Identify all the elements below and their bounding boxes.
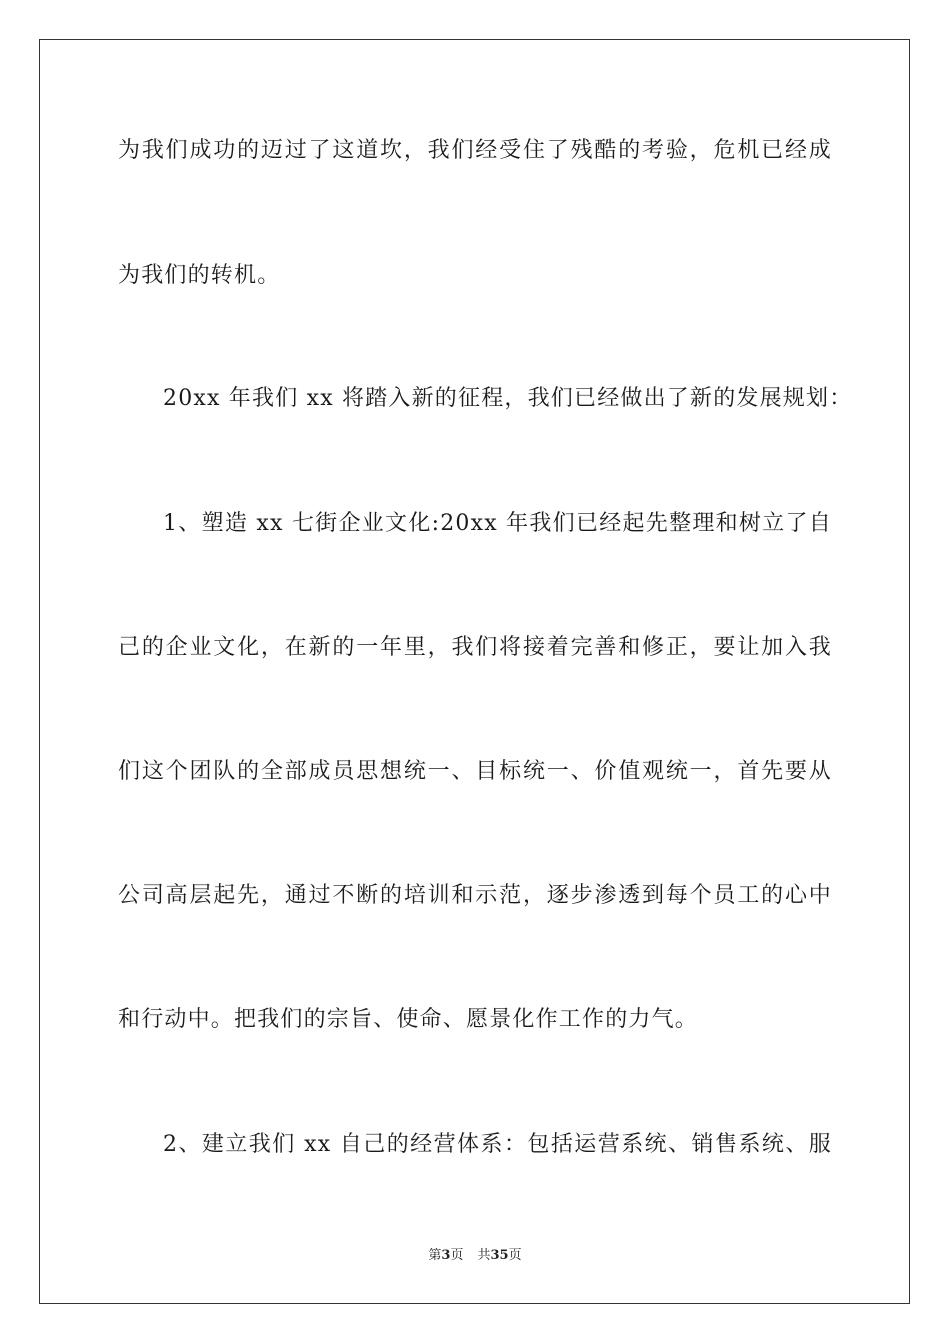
page-suffix: 页 [450,1248,464,1263]
total-suffix: 页 [508,1248,522,1263]
list-item-2-line-1: 2、建立我们 xx 自己的经营体系：包括运营系统、销售系统、服 [163,1132,832,1157]
page-border [39,39,910,1304]
page-footer [0,1247,950,1265]
total-prefix: 共 [477,1248,491,1263]
paragraph-intro: 20xx 年我们 xx 将踏入新的征程，我们已经做出了新的发展规划： [163,386,853,411]
list-item-1-line-5: 和行动中。把我们的宗旨、使命、愿景化作工作的力气。 [118,1007,699,1032]
page-prefix: 第 [428,1248,442,1263]
list-item-1-line-3: 们这个团队的全部成员思想统一、目标统一、价值观统一，首先要从 [118,759,832,784]
body-line-2: 为我们的转机。 [118,263,281,288]
page-total: 35 [490,1248,509,1263]
list-item-1-line-2: 己的企业文化，在新的一年里，我们将接着完善和修正，要让加入我 [118,635,832,660]
list-item-1-line-4: 公司高层起先，通过不断的培训和示范，逐步渗透到每个员工的心中 [118,883,832,908]
page-current: 3 [441,1248,451,1263]
list-item-1-line-1: 1、塑造 xx 七街企业文化:20xx 年我们已经起先整理和树立了自 [163,511,832,536]
body-line-1: 为我们成功的迈过了这道坎，我们经受住了残酷的考验，危机已经成 [118,138,832,163]
